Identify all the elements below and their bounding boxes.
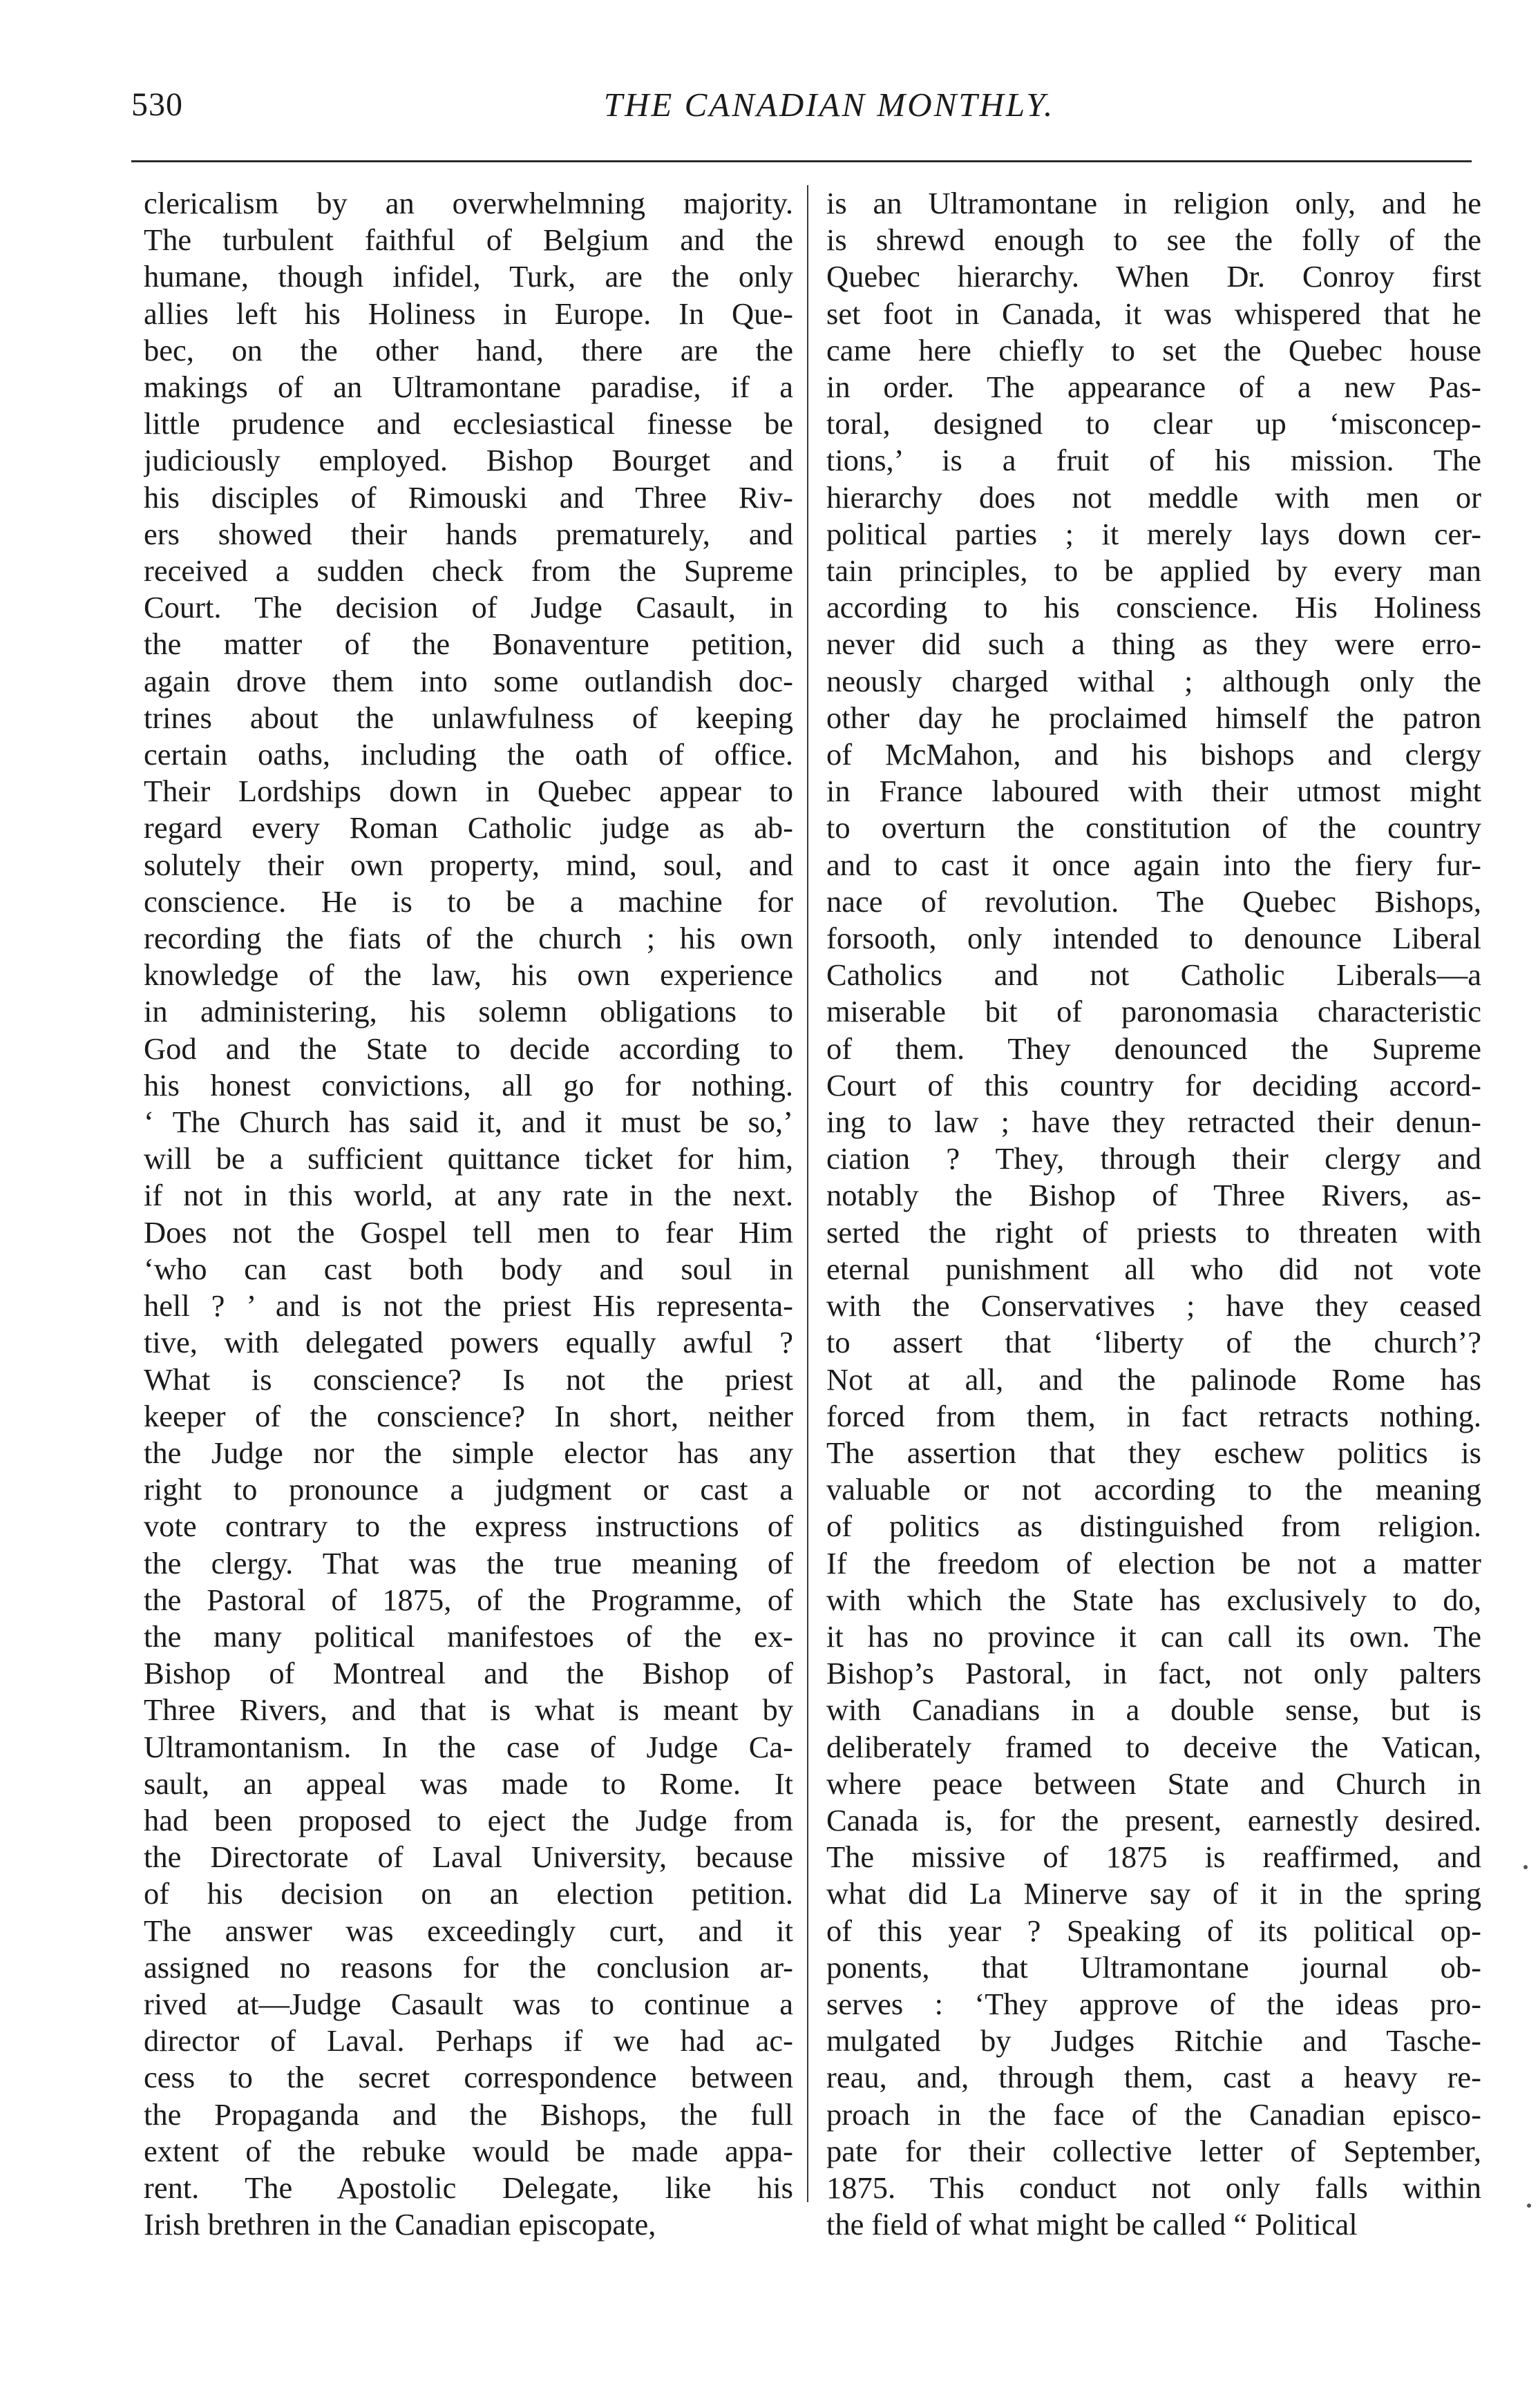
text-line: again drove them into some outlandish doc- — [144, 663, 793, 698]
text-line: what did La Minerve say of it in the spring — [826, 1876, 1481, 1911]
text-line: of politics as distinguished from religion. — [826, 1509, 1481, 1544]
text-line: toral, designed to clear up ‘misconcep- — [826, 406, 1481, 441]
text-line: other day he proclaimed himself the patron — [826, 700, 1481, 735]
text-line: forced from them, in fact retracts nothing. — [826, 1398, 1481, 1433]
text-line: and to cast it once again into the fiery fur- — [826, 847, 1481, 882]
text-line: cess to the secret correspondence between — [144, 2060, 793, 2095]
text-line: judiciously employed. Bishop Bourget and — [144, 443, 793, 478]
text-line: Does not the Gospel tell men to fear Him — [144, 1214, 793, 1250]
text-line: Not at all, and the palinode Rome has — [826, 1361, 1481, 1397]
text-line: director of Laval. Perhaps if we had ac- — [144, 2023, 793, 2058]
text-line: according to his conscience. His Holiness — [826, 590, 1481, 625]
text-line: if not in this world, at any rate in the next. — [144, 1178, 793, 1213]
text-line: eternal punishment all who did not vote — [826, 1251, 1481, 1286]
text-line: recording the fiats of the church ; his own — [144, 921, 793, 956]
text-line: little prudence and ecclesiastical finesse be — [144, 406, 793, 441]
text-line: makings of an Ultramontane paradise, if a — [144, 370, 793, 405]
text-line: the many political manifestoes of the ex- — [144, 1618, 793, 1654]
text-line: right to pronounce a judgment or cast a — [144, 1472, 793, 1507]
text-line: to assert that ‘liberty of the church’? — [826, 1325, 1481, 1360]
text-line: of McMahon, and his bishops and clergy — [826, 737, 1481, 772]
margin-speck — [1523, 1865, 1528, 1869]
text-line: regard every Roman Catholic judge as ab- — [144, 810, 793, 845]
text-line: Their Lordships down in Quebec appear to — [144, 774, 793, 809]
text-line: with which the State has exclusively to do, — [826, 1582, 1481, 1617]
text-line: serted the right of priests to threaten with — [826, 1214, 1481, 1250]
text-line: received a sudden check from the Supreme — [144, 553, 793, 589]
text-line: the Judge nor the simple elector has any — [144, 1435, 793, 1470]
text-line: pate for their collective letter of September, — [826, 2133, 1481, 2168]
text-line: of this year ? Speaking of its political op- — [826, 1913, 1481, 1948]
text-line: ciation ? They, through their clergy and — [826, 1141, 1481, 1176]
text-line: to overturn the constitution of the country — [826, 810, 1481, 845]
text-line: the Pastoral of 1875, of the Programme, of — [144, 1582, 793, 1617]
text-line: of them. They denounced the Supreme — [826, 1031, 1481, 1066]
text-line: his honest convictions, all go for nothing. — [144, 1067, 793, 1102]
text-line: in order. The appearance of a new Pas- — [826, 370, 1481, 405]
text-line: tions,’ is a fruit of his mission. The — [826, 443, 1481, 478]
text-line: with the Conservatives ; have they ceased — [826, 1288, 1481, 1324]
text-line: where peace between State and Church in — [826, 1766, 1481, 1801]
text-line: tive, with delegated powers equally awful ? — [144, 1325, 793, 1360]
right-text-column — [826, 185, 1481, 2243]
text-line: allies left his Holiness in Europe. In Que- — [144, 296, 793, 331]
text-line: in France laboured with their utmost might — [826, 774, 1481, 809]
text-line: Bishop’s Pastoral, in fact, not only palters — [826, 1656, 1481, 1691]
running-title: THE CANADIAN MONTHLY. — [603, 86, 1055, 124]
text-line: of his decision on an election petition. — [144, 1876, 793, 1911]
text-line: it has no province it can call its own. The — [826, 1618, 1481, 1654]
text-line: is shrewd enough to see the folly of the — [826, 222, 1481, 258]
text-line: forsooth, only intended to denounce Liberal — [826, 921, 1481, 956]
text-line: clericalism by an overwhelmning majority. — [144, 186, 793, 220]
text-line: The missive of 1875 is reaffirmed, and — [826, 1840, 1481, 1875]
text-line: ers showed their hands prematurely, and — [144, 516, 793, 551]
page-number: 530 — [131, 86, 183, 123]
text-line: 1875. This conduct not only falls within — [826, 2170, 1481, 2205]
text-line: bec, on the other hand, there are the — [144, 332, 793, 367]
header-rule — [131, 160, 1472, 162]
text-line: Three Rivers, and that is what is meant by — [144, 1692, 793, 1728]
text-line: God and the State to decide according to — [144, 1031, 793, 1066]
text-line: the clergy. That was the true meaning of — [144, 1545, 793, 1580]
text-line: rived at—Judge Casault was to continue a — [144, 1986, 793, 2021]
text-line: set foot in Canada, it was whispered that he — [826, 296, 1481, 331]
text-line: Bishop of Montreal and the Bishop of — [144, 1656, 793, 1691]
text-line: the matter of the Bonaventure petition, — [144, 627, 793, 662]
text-line: sault, an appeal was made to Rome. It — [144, 1766, 793, 1801]
text-line: in administering, his solemn obligations to — [144, 994, 793, 1029]
text-line: nace of revolution. The Quebec Bishops, — [826, 883, 1481, 919]
text-line: Irish brethren in the Canadian episcopate, — [144, 2207, 656, 2242]
text-line: Quebec hierarchy. When Dr. Conroy first — [826, 259, 1481, 294]
text-line: serves : ‘They approve of the ideas pro- — [826, 1986, 1481, 2021]
text-line: trines about the unlawfulness of keeping — [144, 700, 793, 735]
text-line: extent of the rebuke would be made appa- — [144, 2133, 793, 2168]
text-line: notably the Bishop of Three Rivers, as- — [826, 1178, 1481, 1213]
text-line: If the freedom of election be not a matter — [826, 1545, 1481, 1580]
text-line: ponents, that Ultramontane journal ob- — [826, 1949, 1481, 1985]
text-line: Catholics and not Catholic Liberals—a — [826, 957, 1481, 993]
text-line: Court. The decision of Judge Casault, in — [144, 590, 793, 625]
text-line: Canada is, for the present, earnestly desired. — [826, 1802, 1481, 1837]
text-line: The answer was exceedingly curt, and it — [144, 1913, 793, 1948]
text-line: vote contrary to the express instructions of — [144, 1509, 793, 1544]
text-line: came here chiefly to set the Quebec house — [826, 332, 1481, 367]
text-line: the Propaganda and the Bishops, the full — [144, 2096, 793, 2132]
text-line: the Directorate of Laval University, because — [144, 1840, 793, 1875]
text-line: never did such a thing as they were erro- — [826, 627, 1481, 662]
text-line: conscience. He is to be a machine for — [144, 883, 793, 919]
text-line: solutely their own property, mind, soul, and — [144, 847, 793, 882]
text-line: The assertion that they eschew politics is — [826, 1435, 1481, 1470]
text-line: proach in the face of the Canadian episco- — [826, 2096, 1481, 2132]
text-line: is an Ultramontane in religion only, and he — [826, 186, 1481, 220]
text-line: ing to law ; have they retracted their denun- — [826, 1105, 1481, 1140]
margin-speck — [1527, 2204, 1531, 2208]
text-line: his disciples of Rimouski and Three Riv- — [144, 479, 793, 515]
text-line: will be a sufficient quittance ticket for him, — [144, 1141, 793, 1176]
text-line: certain oaths, including the oath of office. — [144, 737, 793, 772]
text-line: assigned no reasons for the conclusion ar- — [144, 1949, 793, 1985]
text-line: knowledge of the law, his own experience — [144, 957, 793, 993]
text-line: the field of what might be called “ Political — [826, 2207, 1358, 2242]
text-line: What is conscience? Is not the priest — [144, 1361, 793, 1397]
text-line: miserable bit of paronomasia characteristic — [826, 994, 1481, 1029]
text-line: with Canadians in a double sense, but is — [826, 1692, 1481, 1728]
text-line: The turbulent faithful of Belgium and the — [144, 222, 793, 258]
page-header — [131, 84, 1472, 140]
text-line: hierarchy does not meddle with men or — [826, 479, 1481, 515]
text-line: political parties ; it merely lays down cer- — [826, 516, 1481, 551]
text-line: Ultramontanism. In the case of Judge Ca- — [144, 1729, 793, 1764]
text-line: valuable or not according to the meaning — [826, 1472, 1481, 1507]
text-line: ‘who can cast both body and soul in — [144, 1251, 793, 1286]
text-line: rent. The Apostolic Delegate, like his — [144, 2170, 793, 2205]
text-line: neously charged withal ; although only the — [826, 663, 1481, 698]
text-line: keeper of the conscience? In short, neither — [144, 1398, 793, 1433]
text-line: hell ? ’ and is not the priest His representa- — [144, 1288, 793, 1324]
text-line: reau, and, through them, cast a heavy re- — [826, 2060, 1481, 2095]
text-line: tain principles, to be applied by every man — [826, 553, 1481, 589]
text-line: ‘ The Church has said it, and it must be so,’ — [144, 1105, 793, 1140]
column-divider — [807, 185, 808, 2202]
text-line: Court of this country for deciding accord- — [826, 1067, 1481, 1102]
text-line: deliberately framed to deceive the Vatican, — [826, 1729, 1481, 1764]
text-line: mulgated by Judges Ritchie and Tasche- — [826, 2023, 1481, 2058]
text-line: had been proposed to eject the Judge from — [144, 1802, 793, 1837]
text-line: humane, though infidel, Turk, are the only — [144, 259, 793, 294]
left-text-column — [144, 185, 793, 2243]
